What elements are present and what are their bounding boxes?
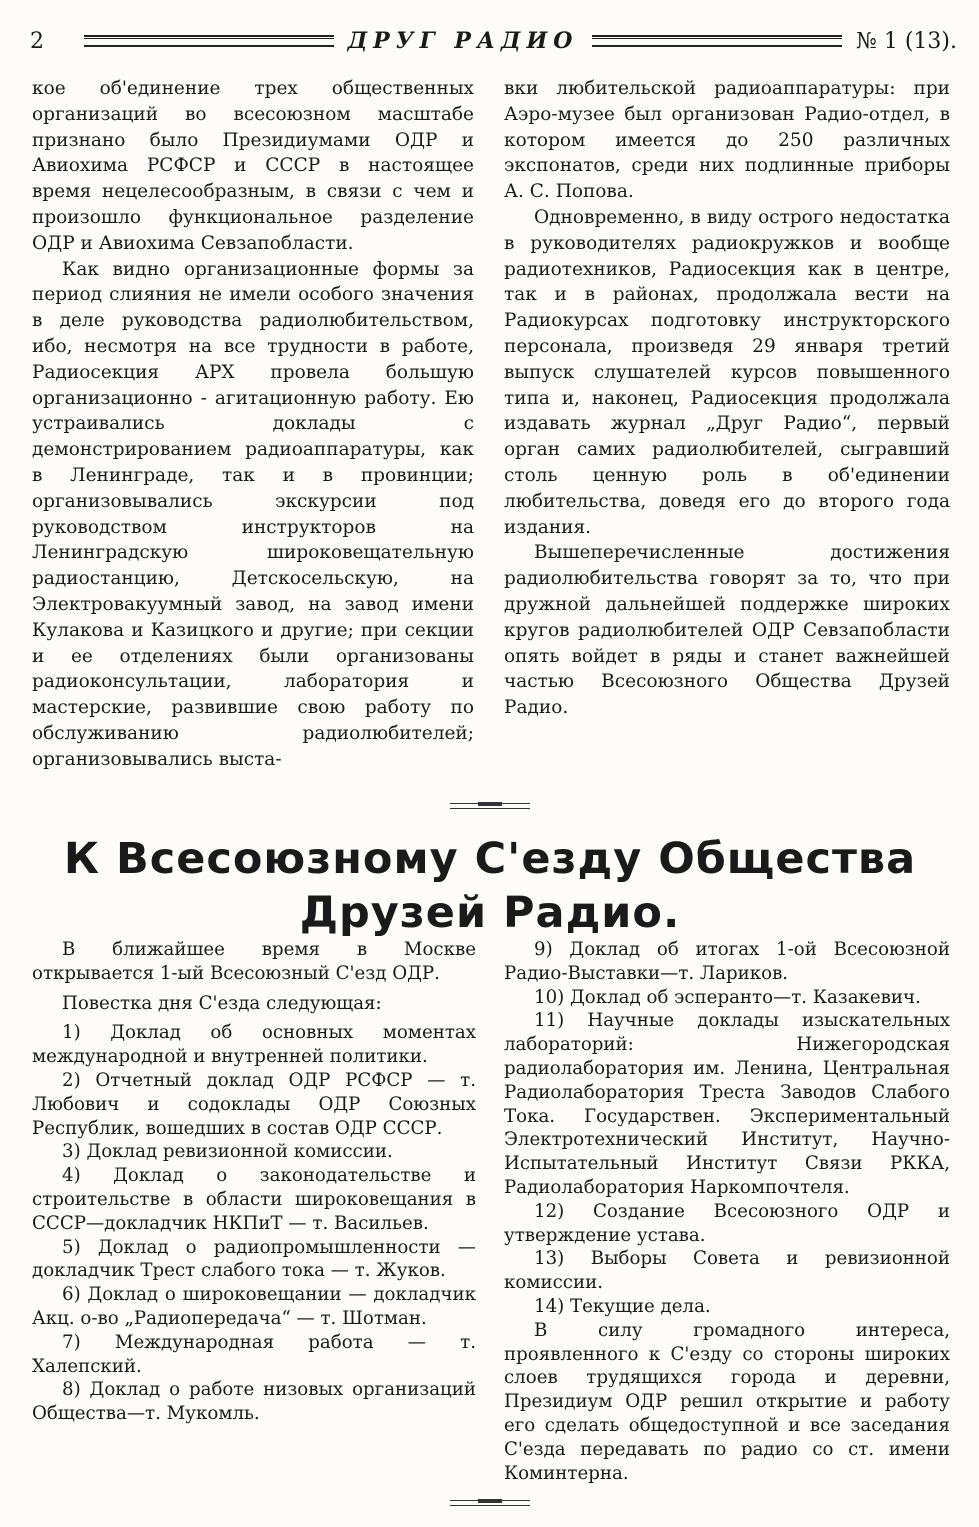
paragraph: Как видно организационные формы за период слияния не имели особого значения в деле руководства радиолюбительством, ибо, несмотря на все трудности в работе, Радиосекция АРХ провела большую организационно - агитационную работу. Ею устраивались доклады с демонстрированием радиоаппаратуры, как в Ленинграде, так и в провинции; организовывались экскурсии под руководством инструкторов на Ленинградскую широковещательную радиостанцию, Детскосельскую, на Электровакуумный завод, на завод имени Кулакова и Казицкого и другие; при секции и ее отделениях были организованы радиоконсультации, лаборатория и мастерские, развившие свою работу по обслуживанию радиолюбителей; организовывались выста-	[32, 258, 474, 770]
agenda-item: 12) Создание Всесоюзного ОДР и утверждение устава.	[504, 1200, 950, 1246]
agenda-item: 11) Научные доклады изыскательных лабораторий: Нижегородская радиолаборатория им. Ленина, Центральная Радиолаборатория Треста Заводов Слабого Тока. Государствен. Экспериментальный Электротехнический Институт, Научно-Испытательный Институт Связи РККА, Радиолаборатория Наркомпочтеля.	[504, 1010, 950, 1198]
paragraph: Вышеперечисленные достижения радиолюбительства говорят за то, что при дружной дальнейшей поддержке широких кругов радиолюбителей ОДР Севзапобласти опять войдет в ряды и станет важнейшей частью Всесоюзного Общества Друзей Радио.	[504, 542, 950, 719]
article-column-top-right	[504, 76, 950, 721]
headline-line-1: К Всесоюзному С'езду Общества	[63, 834, 917, 884]
agenda-item: 8) Доклад о работе низовых организаций Общества—т. Мукомль.	[32, 1379, 476, 1425]
footer-divider	[450, 1500, 530, 1506]
header-rule-right	[592, 35, 842, 47]
paragraph: вки любительской радиоаппаратуры: при Аэро-музее был организован Радио-отдел, в котором имеется до 250 различных экспонатов, среди них подлинные приборы А. С. Попова.	[504, 78, 950, 203]
agenda-title: Повестка дня С'езда следующая:	[62, 992, 382, 1014]
headline-line-2: Друзей Радио.	[299, 888, 681, 938]
article-column-bottom-left	[32, 938, 476, 1426]
article-column-bottom-right	[504, 938, 950, 1485]
paragraph: В ближайшее время в Москве открывается 1-ый Всесоюзный С'езд ОДР.	[32, 939, 476, 984]
publication-title: ДРУГ РАДИО	[347, 28, 579, 54]
agenda-item: 9) Доклад об итогах 1-ой Всесоюзной Радио-Выставки—т. Лариков.	[504, 939, 950, 984]
agenda-item: 2) Отчетный доклад ОДР РСФСР — т. Любович и содоклады ОДР Союзных Республик, вошедших в состав ОДР СССР.	[32, 1069, 476, 1139]
header-rule-left	[84, 35, 334, 47]
agenda-item: 3) Доклад ревизионной комиссии.	[62, 1141, 393, 1163]
agenda-item: 13) Выборы Совета и ревизионной комиссии.	[504, 1248, 950, 1294]
agenda-item: 1) Доклад об основных моментах международной и внутренней политики.	[32, 1022, 476, 1068]
article-headline	[30, 832, 950, 940]
page-header	[30, 26, 957, 56]
article-column-top-left	[32, 76, 474, 773]
agenda-item: 6) Доклад о широковещании — докладчик Акц. о-во „Радиопередача“ — т. Шотман.	[32, 1284, 476, 1329]
section-divider	[450, 803, 530, 809]
agenda-item: 5) Доклад о радиопромышленности — докладчик Трест слабого тока — т. Жуков.	[32, 1236, 476, 1282]
agenda-item: 4) Доклад о законодательстве и строительстве в области широковещания в СССР—докладчик НКПиТ — т. Васильев.	[32, 1165, 476, 1234]
page-number: 2	[30, 28, 44, 54]
paragraph: кое об'единение трех общественных организаций во всесоюзном масштабе признано было Президиумами ОДР и Авиохима РСФСР и СССР в настоящее время нецелесообразным, в связи с чем и произошло функциональное разделение ОДР и Авиохима Севзапобласти.	[32, 78, 474, 254]
issue-number: № 1 (13).	[856, 28, 957, 54]
agenda-item: 14) Текущие дела.	[534, 1295, 711, 1317]
agenda-item: 10) Доклад об эсперанто—т. Казакевич.	[534, 986, 921, 1008]
paragraph: В силу громадного интереса, проявленного к С'езду со стороны широких слоев трудящихся города и деревни, Президиум ОДР решил открытие и работу его сделать общедоступной и все заседания С'езда передавать по радио со ст. имени Коминтерна.	[504, 1319, 950, 1484]
paragraph: Одновременно, в виду острого недостатка в руководителях радиокружков и вообще радиотехников, Радиосекция как в центре, так и в районах, продолжала вести на Радиокурсах подготовку инструкторского персонала, произведя 29 января третий выпуск слушателей курсов повышенного типа и, наконец, Радиосекция продолжала издавать журнал „Друг Радио“, первый орган самих радиолюбителей, сыгравший столь ценную роль в об'единении любительства, доведя его до второго года издания.	[504, 206, 950, 538]
agenda-item: 7) Международная работа — т. Халепский.	[32, 1331, 476, 1377]
